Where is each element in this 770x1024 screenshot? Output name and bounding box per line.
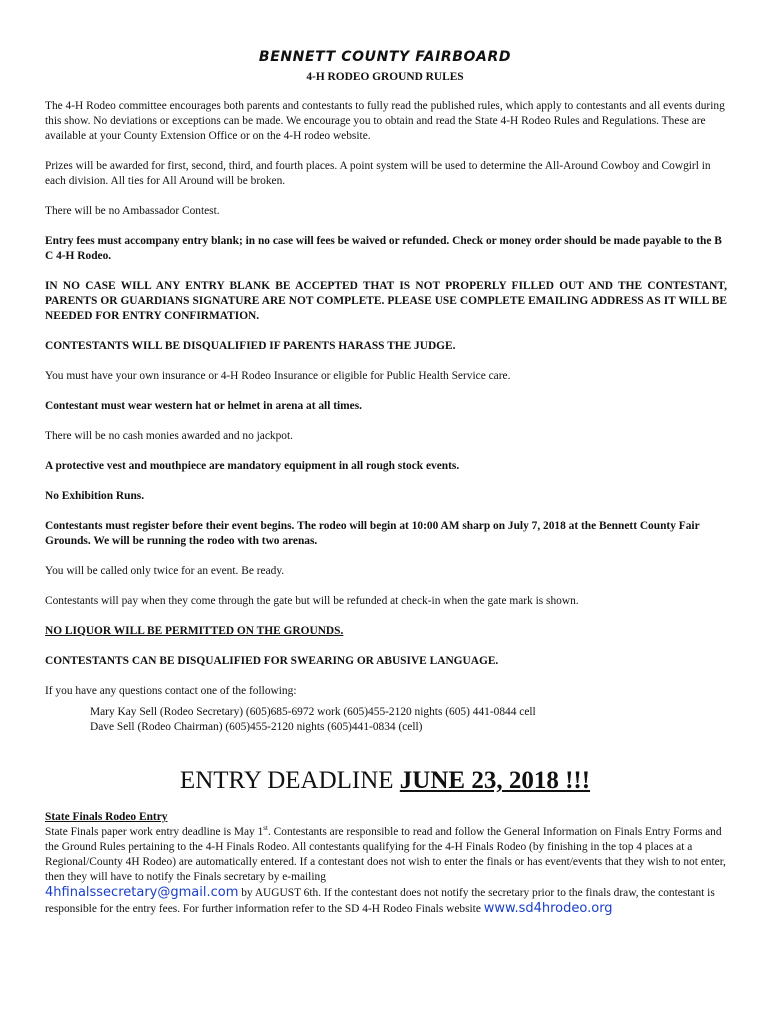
rule-vest: A protective vest and mouthpiece are mandatory equipment in all rough stock events. [45,460,460,472]
deadline-date: JUNE 23, 2018 !!! [399,767,591,794]
contact-chairman: Dave Sell (Rodeo Chairman) (605)455-2120 nights (605)441-0834 (cell) [90,721,423,733]
finals-superscript: st [263,824,268,833]
rule-exhibition: No Exhibition Runs. [45,490,145,502]
rule-insurance: You must have your own insurance or 4-H Rodeo Insurance or eligible for Public Health Service care. [45,370,511,382]
rule-gate: Contestants will pay when they come through the gate but will be refunded at check-in when the gate mark is shown. [45,595,579,607]
contact-list [90,705,727,735]
rule-cash: There will be no cash monies awarded and no jackpot. [45,430,293,442]
finals-email-link[interactable]: 4hfinalssecretary@gmail.com [45,885,239,900]
rule-intro: The 4-H Rodeo committee encourages both parents and contestants to fully read the published rules, which apply to contestants and all events during this show. No deviations or exceptions can be made. We encourage you to obtain and read the State 4-H Rodeo Rules and Regulations. These are available at your County Extension Office or on the 4-H rodeo website. [45,100,725,142]
rule-entry-fees: Entry fees must accompany entry blank; in no case will fees be waived or refunded. Check or money order should be made payable to the B C 4-H Rodeo. [45,235,722,262]
rule-harass: CONTESTANTS WILL BE DISQUALIFIED IF PARENTS HARASS THE JUDGE. [45,340,456,352]
rule-register: Contestants must register before their event begins. The rodeo will begin at 10:00 AM sharp on July 7, 2018 at the Bennett County Fair Grounds. We will be running the rodeo with two arenas. [45,520,700,547]
finals-text-part-2: . Contestants are responsible to read and follow the General Information on Finals Entry Forms and the Ground Rules pertaining to the 4-H Finals Rodeo. All contestants qualifying for the 4-H Finals Rodeo (by finishing in the top 4 places at a Regional/County 4H Rodeo) are automatically entered. If a contestant does not wish to enter the finals or has event/events that they wish to not enter, then they will have to notify the Finals secretary by e-mailing [45,826,726,883]
document-title: BENNETT COUNTY FAIRBOARD [258,49,512,65]
rule-liquor: NO LIQUOR WILL BE PERMITTED ON THE GROUNDS. [45,625,344,637]
finals-text-part-4: responsible for the entry fees. For further information refer to the SD 4-H Rodeo Finals website [45,903,484,915]
document-subtitle: 4-H RODEO GROUND RULES [306,71,464,83]
rule-ambassador: There will be no Ambassador Contest. [45,205,220,217]
rule-called: You will be called only twice for an event. Be ready. [45,565,285,577]
rule-hat: Contestant must wear western hat or helmet in arena at all times. [45,400,362,412]
finals-text-part-1: State Finals paper work entry deadline is May 1 [45,826,264,838]
finals-heading: State Finals Rodeo Entry [45,811,168,823]
contact-secretary: Mary Kay Sell (Rodeo Secretary) (605)685-6972 work (605)455-2120 nights (605) 441-0844 cell [90,706,536,718]
rules-body [45,99,727,735]
rule-prizes: Prizes will be awarded for first, second, third, and fourth places. A point system will be used to determine the All-Around Cowboy and Cowgirl in each division. All ties for All Around will be broken. [45,160,711,187]
finals-website-link[interactable]: www.sd4hrodeo.org [483,901,613,916]
finals-text [45,825,735,917]
rule-swearing: CONTESTANTS CAN BE DISQUALIFIED FOR SWEARING OR ABUSIVE LANGUAGE. [45,655,499,667]
rule-questions: If you have any questions contact one of the following: [45,685,297,697]
entry-deadline [0,766,770,796]
finals-text-part-3: by AUGUST 6th. If the contestant does not notify the secretary prior to the finals draw, the contestant is [238,887,715,899]
rule-entry-blank: IN NO CASE WILL ANY ENTRY BLANK BE ACCEPTED THAT IS NOT PROPERLY FILLED OUT AND THE CONTESTANT, PARENTS OR GUARDIANS SIGNATURE ARE NOT COMPLETE. PLEASE USE COMPLETE EMAILING ADDRESS AS IT WILL BE NEEDED FOR ENTRY CONFIRMATION. [45,280,727,322]
deadline-label: ENTRY DEADLINE [179,767,400,794]
state-finals-section [45,810,735,917]
